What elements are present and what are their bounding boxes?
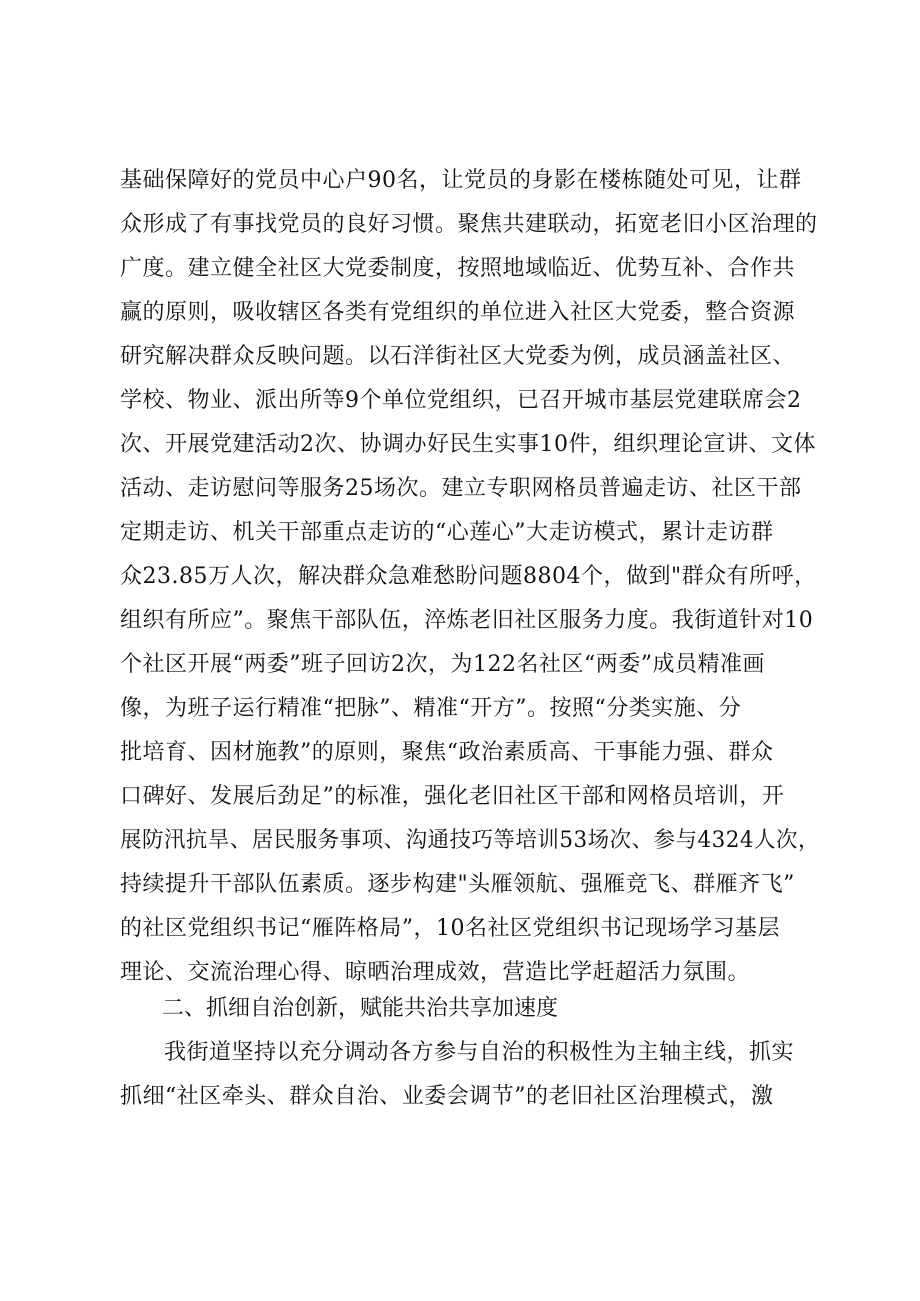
text-line: 研究解决群众反映问题。以石洋街社区大党委为例，成员涵盖社区、: [120, 344, 796, 369]
text-line: 展防汛抗旱、居民服务事项、沟通技巧等培训53场次、参与4324人次，: [120, 828, 820, 853]
text-line: 基础保障好的党员中心户90名，让党员的身影在楼栋随处可见，让群: [120, 168, 802, 193]
text-line: 的社区党组织书记“雁阵格局”，10名社区党组织书记现场学习基层: [120, 916, 780, 941]
text-line: 定期走访、机关干部重点走访的“心莲心”大走访模式，累计走访群: [120, 520, 774, 545]
text-line: 广度。建立健全社区大党委制度，按照地域临近、优势互补、合作共: [120, 256, 796, 281]
text-line: 批培育、因材施教”的原则，聚焦“政治素质高、干事能力强、群众: [120, 740, 774, 765]
text-line: 众形成了有事找党员的良好习惯。聚焦共建联动，拓宽老旧小区治理的: [120, 212, 818, 237]
text-line: 理论、交流治理心得、晾晒治理成效，营造比学赶超活力氛围。: [120, 960, 751, 985]
text-line: 活动、走访慰问等服务25场次。建立专职网格员普遍走访、社区干部: [120, 476, 802, 501]
text-line: 我街道坚持以充分调动各方参与自治的积极性为主轴主线，抓实: [164, 1040, 795, 1065]
text-line: 学校、物业、派出所等9个单位党组织，已召开城市基层党建联席会2: [120, 388, 802, 413]
text-line: 个社区开展“两委”班子回访2次，为122名社区“两委”成员精准画: [120, 652, 765, 677]
text-line: 次、开展党建活动2次、协调办好民生实事10件，组织理论宣讲、文体: [120, 432, 816, 457]
text-line: 持续提升干部队伍素质。逐步构建"头雁领航、强雁竞飞、群雁齐飞”: [120, 872, 795, 897]
text-line: 赢的原则，吸收辖区各类有党组织的单位进入社区大党委，整合资源: [120, 300, 796, 325]
text-line: 像，为班子运行精准“把脉”、精准“开方”。按照“分类实施、分: [120, 696, 742, 721]
text-line: 抓细“社区牵头、群众自治、业委会调节”的老旧社区治理模式，激: [120, 1084, 774, 1109]
text-line: 众23.85万人次，解决群众急难愁盼问题8804个，做到"群众有所呼，: [120, 564, 817, 589]
text-line: 口碑好、发展后劲足”的标准，强化老旧社区干部和网格员培训，开: [120, 784, 785, 809]
section-heading: 二、抓细自治创新，赋能共治共享加速度: [162, 996, 559, 1021]
text-line: 组织有所应”。聚焦干部队伍，淬炼老旧社区服务力度。我街道针对10: [120, 608, 814, 633]
